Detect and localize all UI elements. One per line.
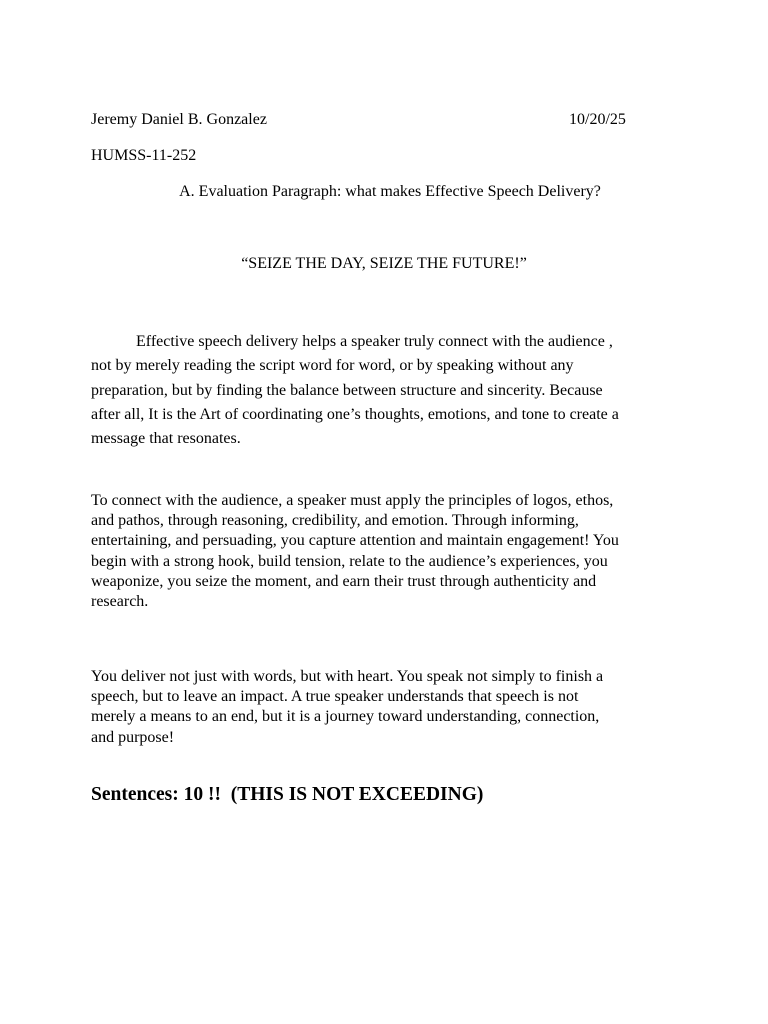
paragraph-line: preparation, but by finding the balance between structure and sincerity. Because xyxy=(91,381,603,399)
class-section: HUMSS-11-252 xyxy=(91,147,197,164)
title-quote: “SEIZE THE DAY, SEIZE THE FUTURE!” xyxy=(241,255,527,272)
paragraph-line: You deliver not just with words, but with heart. You speak not simply to finish a xyxy=(91,668,604,685)
paragraph-line: research. xyxy=(91,593,149,611)
paragraph-line: entertaining, and persuading, you capture attention and maintain engagement! You xyxy=(91,532,619,550)
document-date: 10/20/25 xyxy=(569,111,626,128)
paragraph-3 xyxy=(91,667,691,748)
paragraph-1 xyxy=(91,330,691,451)
paragraph-line: and purpose! xyxy=(91,728,175,746)
author-name: Jeremy Daniel B. Gonzalez xyxy=(91,111,267,128)
paragraph-line: and pathos, through reasoning, credibility, and emotion. Through informing, xyxy=(91,512,579,530)
sentence-count-note: Sentences: 10 !! (THIS IS NOT EXCEEDING) xyxy=(91,784,484,805)
paragraph-line: merely a means to an end, but it is a journey toward understanding, connection, xyxy=(91,708,600,726)
paragraph-line: weaponize, you seize the moment, and earn their trust through authenticity and xyxy=(91,572,597,590)
paragraph-line: begin with a strong hook, build tension, relate to the audience’s experiences, you xyxy=(91,552,608,570)
paragraph-line: speech, but to leave an impact. A true speaker understands that speech is not xyxy=(91,688,579,706)
paragraph-line: after all, It is the Art of coordinating one’s thoughts, emotions, and tone to create a xyxy=(91,405,619,423)
assignment-heading: A. Evaluation Paragraph: what makes Effective Speech Delivery? xyxy=(179,183,601,200)
paragraph-line: message that resonates. xyxy=(91,430,241,448)
paragraph-2 xyxy=(91,491,691,612)
paragraph-line: not by merely reading the script word for word, or by speaking without any xyxy=(91,357,574,375)
paragraph-line: Effective speech delivery helps a speaker truly connect with the audience , xyxy=(136,333,613,350)
paragraph-line: To connect with the audience, a speaker must apply the principles of logos, ethos, xyxy=(91,492,614,509)
